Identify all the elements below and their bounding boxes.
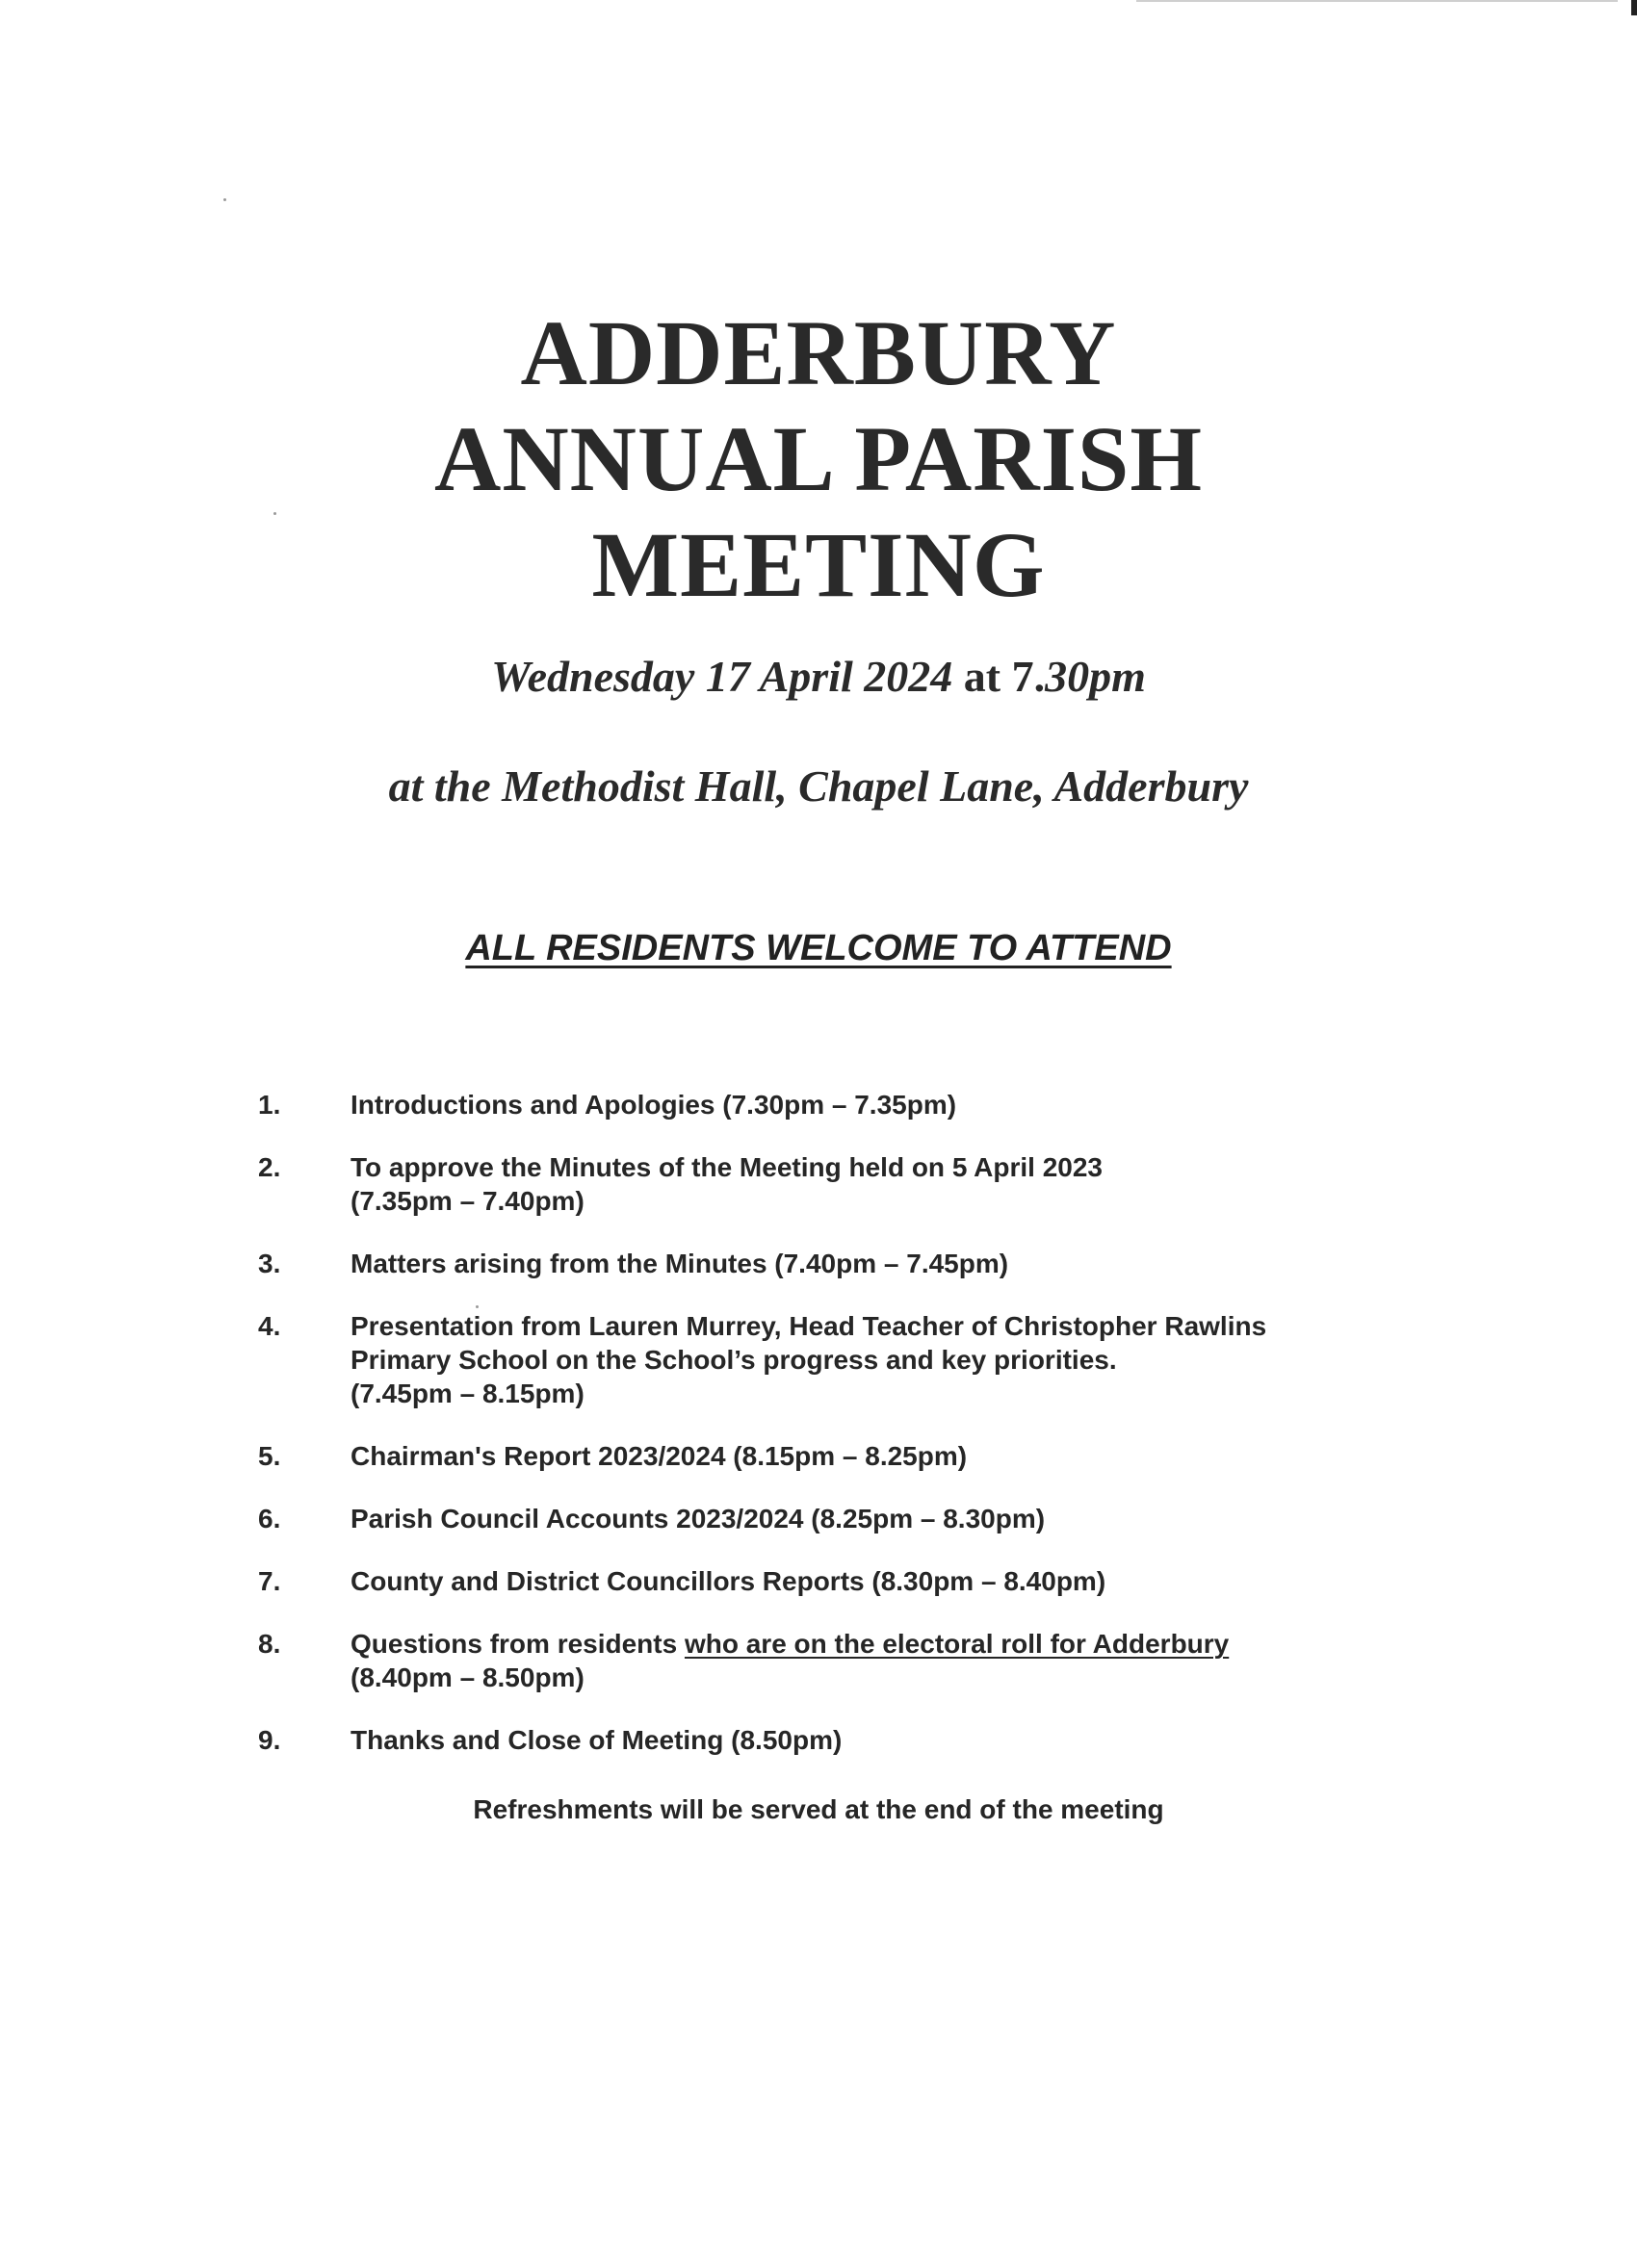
agenda-item	[258, 1627, 1414, 1694]
agenda-item	[258, 1309, 1414, 1410]
agenda-item-line: (7.35pm – 7.40pm)	[351, 1186, 585, 1216]
scan-border-line	[1136, 0, 1618, 2]
agenda-item-text	[351, 1088, 956, 1121]
agenda-item-line	[351, 1627, 1229, 1661]
agenda-item-number: 4.	[258, 1311, 281, 1341]
agenda-item-text	[351, 1723, 842, 1757]
agenda-item-text	[351, 1502, 1045, 1535]
agenda-item-line: To approve the Minutes of the Meeting held on 5 April 2023	[351, 1152, 1103, 1182]
agenda-item-line: (8.40pm – 8.50pm)	[351, 1662, 585, 1692]
agenda-item	[258, 1088, 1414, 1121]
agenda-item-number: 9.	[258, 1725, 281, 1755]
agenda-item-text	[351, 1247, 1008, 1280]
agenda-item	[258, 1439, 1414, 1473]
agenda-item-line-plain: Questions from residents	[351, 1629, 685, 1659]
agenda-item-number: 2.	[258, 1152, 281, 1182]
electoral-roll-underlined-text: who are on the electoral roll for Adderbury	[684, 1629, 1230, 1659]
agenda-item	[258, 1150, 1414, 1218]
agenda-item	[258, 1247, 1414, 1280]
agenda-item-number: 7.	[258, 1566, 281, 1596]
agenda-item-text	[351, 1564, 1105, 1598]
agenda-item-line: Parish Council Accounts 2023/2024 (8.25pm – 8.30pm)	[351, 1504, 1046, 1533]
agenda-item-line: County and District Councillors Reports (8.30pm – 8.40pm)	[351, 1566, 1106, 1596]
agenda-item-number: 8.	[258, 1629, 281, 1659]
title-line-2: ANNUAL PARISH	[434, 407, 1203, 510]
agenda-item-line: Matters arising from the Minutes (7.40pm – 7.45pm)	[351, 1249, 1009, 1278]
page-title	[0, 300, 1637, 618]
agenda-item	[258, 1723, 1414, 1757]
agenda-item	[258, 1564, 1414, 1598]
meeting-date-time	[0, 651, 1637, 702]
agenda-item-number: 3.	[258, 1249, 281, 1278]
agenda-item-line: Introductions and Apologies (7.30pm – 7.35pm)	[351, 1090, 957, 1120]
agenda-item-text	[351, 1309, 1266, 1410]
meeting-date: Wednesday 17 April 2024	[491, 652, 953, 701]
agenda-item-line: Chairman's Report 2023/2024 (8.15pm – 8.25pm)	[351, 1441, 968, 1471]
agenda-item-line: (7.45pm – 8.15pm)	[351, 1379, 585, 1408]
agenda-list	[258, 1088, 1414, 1786]
refreshments-note: Refreshments will be served at the end of the meeting	[473, 1794, 1164, 1824]
welcome-heading: ALL RESIDENTS WELCOME TO ATTEND	[465, 928, 1172, 968]
agenda-item	[258, 1502, 1414, 1535]
agenda-item-text	[351, 1439, 967, 1473]
agenda-item-line: Thanks and Close of Meeting (8.50pm)	[351, 1725, 843, 1755]
agenda-item-line: Primary School on the School’s progress and key priorities.	[351, 1345, 1117, 1375]
title-line-1: ADDERBURY	[520, 301, 1117, 404]
meeting-venue: at the Methodist Hall, Chapel Lane, Adderbury	[388, 761, 1249, 811]
scan-speck	[223, 198, 226, 201]
agenda-item-number: 6.	[258, 1504, 281, 1533]
agenda-item-text	[351, 1627, 1229, 1694]
agenda-item-text	[351, 1150, 1103, 1218]
title-line-3: MEETING	[591, 513, 1046, 616]
meeting-at-word: at	[963, 652, 1001, 701]
agenda-item-line: Presentation from Lauren Murrey, Head Teacher of Christopher Rawlins	[351, 1311, 1267, 1341]
meeting-time: 7.30pm	[1011, 652, 1146, 701]
agenda-item-number: 1.	[258, 1090, 281, 1120]
scan-edge-mark	[1631, 0, 1637, 15]
agenda-item-number: 5.	[258, 1441, 281, 1471]
